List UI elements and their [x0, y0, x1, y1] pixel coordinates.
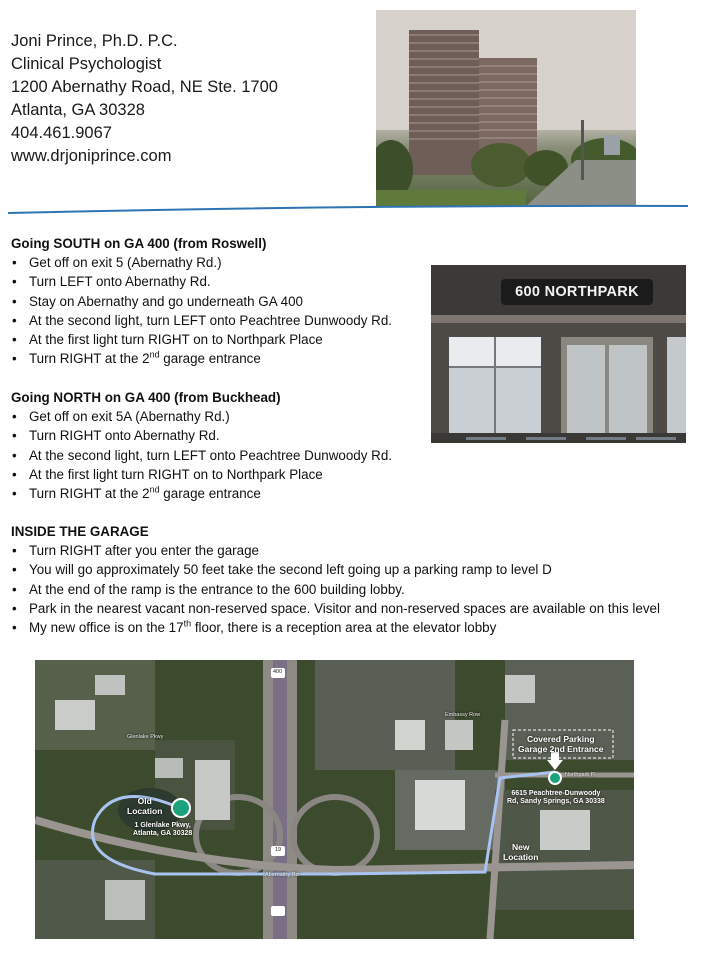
contact-title: Clinical Psychologist	[11, 55, 162, 73]
ordinal-suffix: th	[183, 618, 192, 629]
ordinal-suffix: nd	[149, 484, 160, 495]
map-road-label: Glenlake Pkwy	[127, 734, 164, 740]
list-item: • Park in the nearest vacant non-reserved space. Visitor and non-reserved spaces are available on this level	[11, 599, 689, 618]
list-item: • Turn RIGHT onto Abernathy Rd.	[11, 426, 392, 445]
map-garage-label: Covered Parking Garage 2nd Entrance	[518, 734, 604, 754]
contact-block	[11, 30, 278, 168]
ordinal-suffix: nd	[149, 349, 160, 360]
office-building-illustration	[376, 10, 636, 206]
garage-directions	[11, 522, 689, 637]
list-item: • Get off on exit 5A (Abernathy Rd.)	[11, 407, 392, 426]
list-item	[11, 618, 689, 637]
contact-city: Atlanta, GA 30328	[11, 101, 145, 119]
list-item: • At the second light, turn LEFT onto Peachtree Dunwoody Rd.	[11, 311, 392, 330]
map-highway-shield: 400	[273, 669, 283, 675]
list-item: • At the end of the ramp is the entrance to the 600 building lobby.	[11, 580, 689, 599]
step-text: garage entrance	[159, 486, 261, 502]
map-old-address: 1 Glenlake Pkwy, Atlanta, GA 30328	[133, 822, 193, 837]
garage-steps-list	[11, 541, 689, 637]
map-new-location-label: New Location	[503, 842, 539, 862]
south-heading: Going SOUTH on GA 400 (from Roswell)	[11, 236, 267, 251]
header-divider	[8, 200, 688, 216]
contact-website: www.drjoniprince.com	[11, 147, 172, 165]
north-heading: Going NORTH on GA 400 (from Buckhead)	[11, 390, 281, 405]
map-road-label: Embassy Row	[445, 712, 481, 718]
step-text: My new office is on the 17	[29, 620, 184, 636]
north-directions	[11, 388, 392, 503]
step-text: garage entrance	[159, 351, 261, 367]
list-item	[11, 349, 392, 368]
map-old-location-label: Old Location	[127, 796, 163, 816]
north-steps-list	[11, 407, 392, 503]
south-steps-list	[11, 253, 392, 368]
list-item: • You will go approximately 50 feet take the second left going up a parking ramp to level D	[11, 560, 689, 579]
list-item: • Turn LEFT onto Abernathy Rd.	[11, 272, 392, 291]
list-item: • At the first light turn RIGHT on to Northpark Place	[11, 330, 392, 349]
step-text: floor, there is a reception area at the elevator lobby	[191, 620, 497, 636]
list-item	[11, 484, 392, 503]
contact-address: 1200 Abernathy Road, NE Ste. 1700	[11, 78, 278, 96]
south-directions	[11, 234, 392, 368]
map-road-label: Northpark Pl	[565, 772, 596, 778]
list-item: • Get off on exit 5 (Abernathy Rd.)	[11, 253, 392, 272]
list-item: • Turn RIGHT after you enter the garage	[11, 541, 689, 560]
contact-phone: 404.461.9067	[11, 124, 112, 142]
building-sign: 600 NORTHPARK	[501, 279, 653, 305]
aerial-map	[35, 660, 634, 939]
map-new-address: 6615 Peachtree-Dunwoody Rd, Sandy Springs, GA 30338	[507, 790, 605, 805]
list-item: • At the first light turn RIGHT on to Northpark Place	[11, 465, 392, 484]
garage-heading: INSIDE THE GARAGE	[11, 524, 149, 539]
office-building-photo	[376, 10, 636, 206]
step-text: Turn RIGHT at the 2	[29, 351, 150, 367]
step-text: Turn RIGHT at the 2	[29, 486, 150, 502]
map-route-shield: 19	[275, 847, 282, 853]
list-item: • At the second light, turn LEFT onto Peachtree Dunwoody Rd.	[11, 446, 392, 465]
building-entrance-photo	[431, 265, 686, 443]
list-item: • Stay on Abernathy and go underneath GA 400	[11, 292, 392, 311]
map-road-label: Abernathy Rd	[265, 872, 299, 878]
contact-name: Joni Prince, Ph.D. P.C.	[11, 32, 178, 50]
